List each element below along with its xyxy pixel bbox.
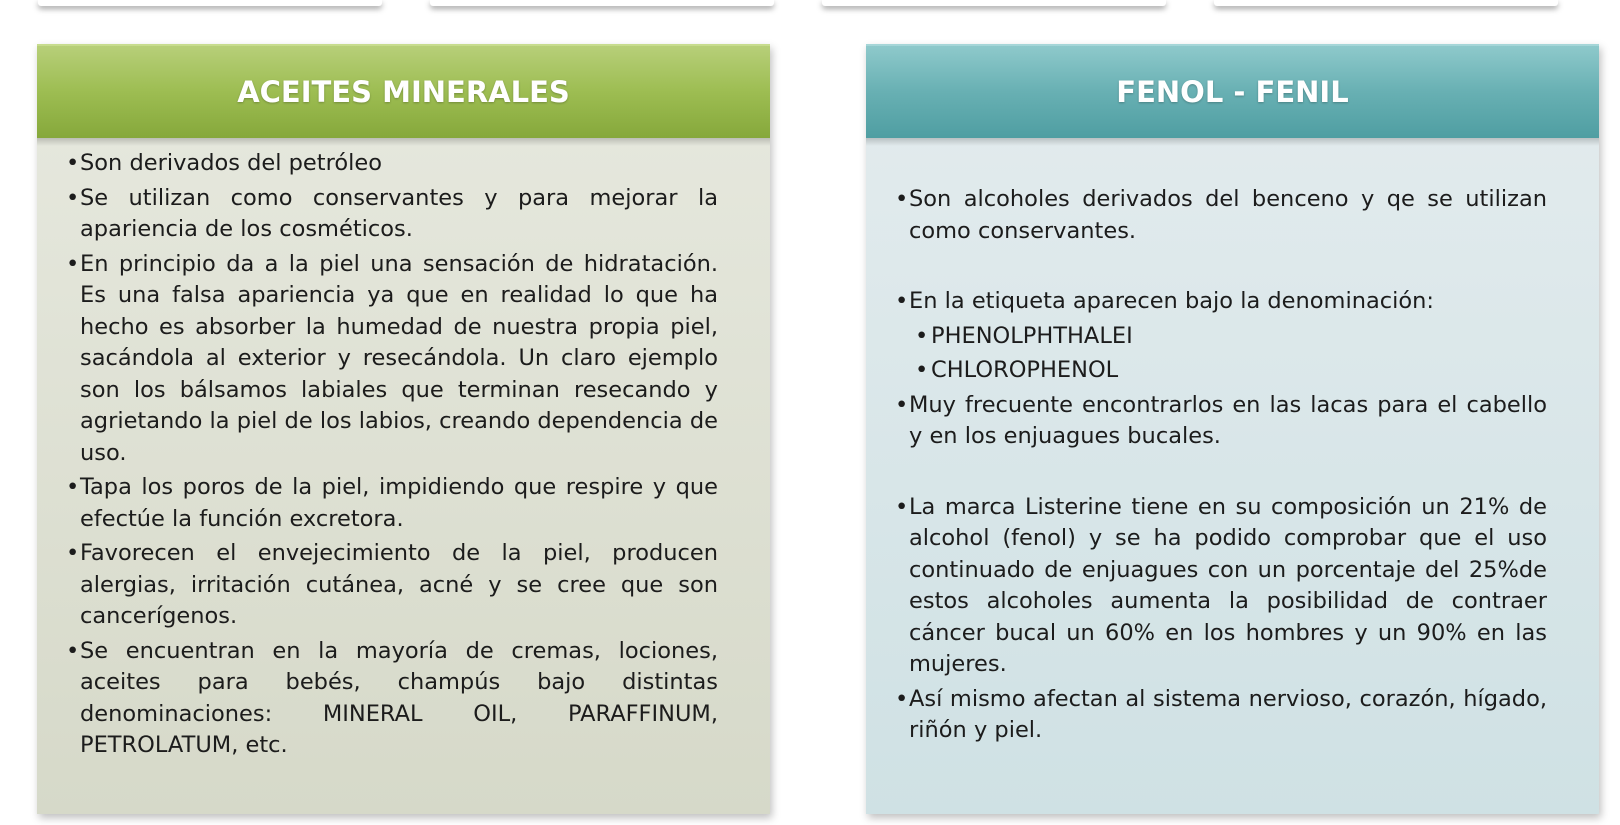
list-item: • Muy frecuente encontrarlos en las lacas para el cabello y en los enjuagues bucales. (895, 390, 1547, 453)
fenol-fenil-header (866, 44, 1599, 138)
list-item: • En la etiqueta aparecen bajo la denominación: (895, 286, 1547, 318)
list-item: • Favorecen el envejecimiento de la piel, producen alergias, irritación cutánea, acné y se cree que son cancerígenos. (66, 538, 718, 633)
aceites-minerales-header (37, 44, 770, 138)
aceites-minerales-body (37, 148, 770, 765)
list-item: • Son alcoholes derivados del benceno y qe se utilizan como conservantes. (895, 184, 1547, 247)
list-item: • En principio da a la piel una sensación de hidratación. Es una falsa apariencia ya que en realidad lo que ha hecho es absorber la humedad de nuestra propia piel, sacándola al exterior y resecándola. Un claro ejemplo son los bálsamos labiales que terminan resecando y agrietando la piel de los labios, creando dependencia de uso. (66, 249, 718, 470)
aceites-minerales-card (37, 44, 770, 814)
aceites-minerales-title: ACEITES MINERALES (237, 75, 570, 109)
top-card-edge-3 (822, 0, 1166, 6)
fenol-fenil-title: FENOL - FENIL (1116, 75, 1349, 109)
list-item: • Tapa los poros de la piel, impidiendo que respire y que efectúe la función excretora. (66, 472, 718, 535)
top-card-edge-2 (430, 0, 774, 6)
list-item: • Se encuentran en la mayoría de cremas, lociones, aceites para bebés, champús bajo distintas denominaciones: MINERAL OIL, PARAFFINUM, PETROLATUM, etc. (66, 636, 718, 762)
top-card-edge-1 (38, 0, 382, 6)
spacer (895, 250, 1547, 286)
list-item: • Así mismo afectan al sistema nervioso, corazón, hígado, riñón y piel. (895, 684, 1547, 747)
sub-list-item: • CHLOROPHENOL (895, 355, 1547, 387)
top-card-edge-4 (1214, 0, 1558, 6)
sub-list-item: • PHENOLPHTHALEI (895, 321, 1547, 353)
fenol-fenil-body (866, 184, 1599, 750)
spacer (895, 456, 1547, 492)
fenol-fenil-card (866, 44, 1599, 814)
list-item: • Se utilizan como conservantes y para mejorar la apariencia de los cosméticos. (66, 183, 718, 246)
list-item: • La marca Listerine tiene en su composición un 21% de alcohol (fenol) y se ha podido comprobar que el uso continuado de enjuagues con un porcentaje del 25%de estos alcoholes aumenta la posibilidad de contraer cáncer bucal un 60% en los hombres y un 90% en las mujeres. (895, 492, 1547, 681)
list-item: • Son derivados del petróleo (66, 148, 718, 180)
